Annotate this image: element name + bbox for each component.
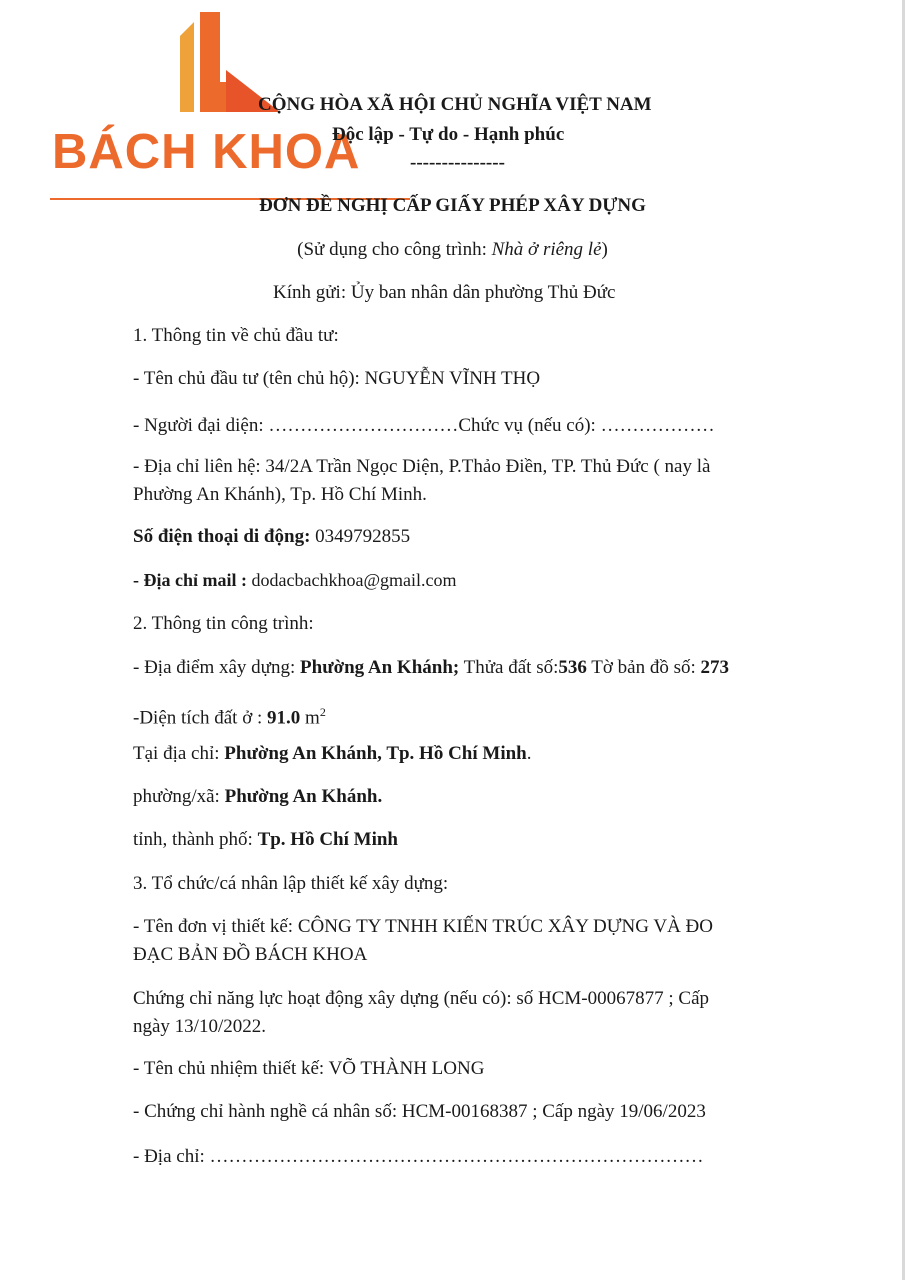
design-address: - Địa chỉ: …………………………………………………………………… — [133, 1146, 704, 1167]
site-address — [133, 742, 532, 766]
document-title: ĐƠN ĐỀ NGHỊ CẤP GIẤY PHÉP XÂY DỰNG — [259, 195, 646, 216]
contact-address-line2: Phường An Khánh), Tp. Hồ Chí Minh. — [133, 484, 427, 505]
ward — [133, 785, 382, 809]
province — [133, 828, 398, 852]
section1-heading: 1. Thông tin về chủ đầu tư: — [133, 325, 339, 346]
province-value: Tp. Hồ Chí Minh — [257, 829, 398, 850]
email-value: dodacbachkhoa@gmail.com — [247, 570, 457, 590]
ward-label: phường/xã: — [133, 786, 225, 807]
land-area — [133, 700, 326, 730]
map-sheet-label: Tờ bản đồ số: — [586, 657, 701, 678]
contact-address-line1: - Địa chỉ liên hệ: 34/2A Trần Ngọc Diện, P.Thảo Điền, TP. Thủ Đức ( nay là — [133, 456, 711, 477]
site-address-value: Phường An Khánh, Tp. Hồ Chí Minh — [224, 743, 527, 764]
location-value: Phường An Khánh; — [300, 657, 460, 678]
email-label: - Địa chỉ mail : — [133, 570, 247, 590]
capability-cert-line2: ngày 13/10/2022. — [133, 1016, 266, 1037]
subtitle-suffix: ) — [601, 239, 608, 260]
section3-heading: 3. Tổ chức/cá nhân lập thiết kế xây dựng: — [133, 873, 449, 894]
province-label: tỉnh, thành phố: — [133, 829, 258, 850]
phone-label: Số điện thoại di động: — [133, 526, 311, 547]
design-unit-line2: ĐẠC BẢN ĐỒ BÁCH KHOA — [133, 944, 368, 965]
construction-location — [133, 656, 729, 680]
area-label: -Diện tích đất ở : — [133, 707, 268, 729]
phone-value: 0349792855 — [310, 526, 411, 547]
map-sheet-value: 273 — [700, 657, 730, 678]
personal-certificate: - Chứng chỉ hành nghề cá nhân số: HCM-00168387 ; Cấp ngày 19/06/2023 — [133, 1101, 706, 1122]
representative: - Người đại diện: …………………………Chức vụ (nếu có): ……………… — [133, 415, 715, 436]
design-lead: - Tên chủ nhiệm thiết kế: VÕ THÀNH LONG — [133, 1058, 485, 1079]
subtitle-value: Nhà ở riêng lẻ — [491, 239, 602, 260]
site-address-label: Tại địa chỉ: — [133, 743, 225, 764]
area-unit-superscript: 2 — [319, 705, 326, 719]
owner-name: - Tên chủ đầu tư (tên chủ hộ): NGUYỄN VĨNH THỌ — [133, 368, 541, 389]
ward-value: Phường An Khánh. — [224, 786, 383, 807]
header-divider: --------------- — [410, 152, 505, 173]
site-address-end: . — [526, 743, 532, 764]
area-value: 91.0 — [267, 707, 301, 729]
logo-wordmark: BÁCH KHOA — [52, 125, 361, 179]
nation-heading: CỘNG HÒA XÃ HỘI CHỦ NGHĨA VIỆT NAM — [258, 94, 652, 115]
email — [133, 568, 457, 592]
design-unit-line1: - Tên đơn vị thiết kế: CÔNG TY TNHH KIẾN TRÚC XÂY DỰNG VÀ ĐO — [133, 916, 713, 937]
recipient: Kính gửi: Ủy ban nhân dân phường Thủ Đức — [273, 282, 616, 303]
capability-cert-line1: Chứng chỉ năng lực hoạt động xây dựng (nếu có): số HCM-00067877 ; Cấp — [133, 988, 710, 1009]
section2-heading: 2. Thông tin công trình: — [133, 613, 314, 634]
document-subtitle — [0, 238, 905, 262]
subtitle-prefix: (Sử dụng cho công trình: — [297, 239, 492, 260]
motto: Độc lập - Tự do - Hạnh phúc — [332, 124, 565, 145]
phone-number — [133, 525, 410, 549]
location-prefix: - Địa điểm xây dựng: — [133, 657, 301, 678]
parcel-label: Thửa đất số: — [459, 657, 559, 678]
parcel-value: 536 — [558, 657, 587, 678]
area-unit: m — [300, 707, 320, 729]
